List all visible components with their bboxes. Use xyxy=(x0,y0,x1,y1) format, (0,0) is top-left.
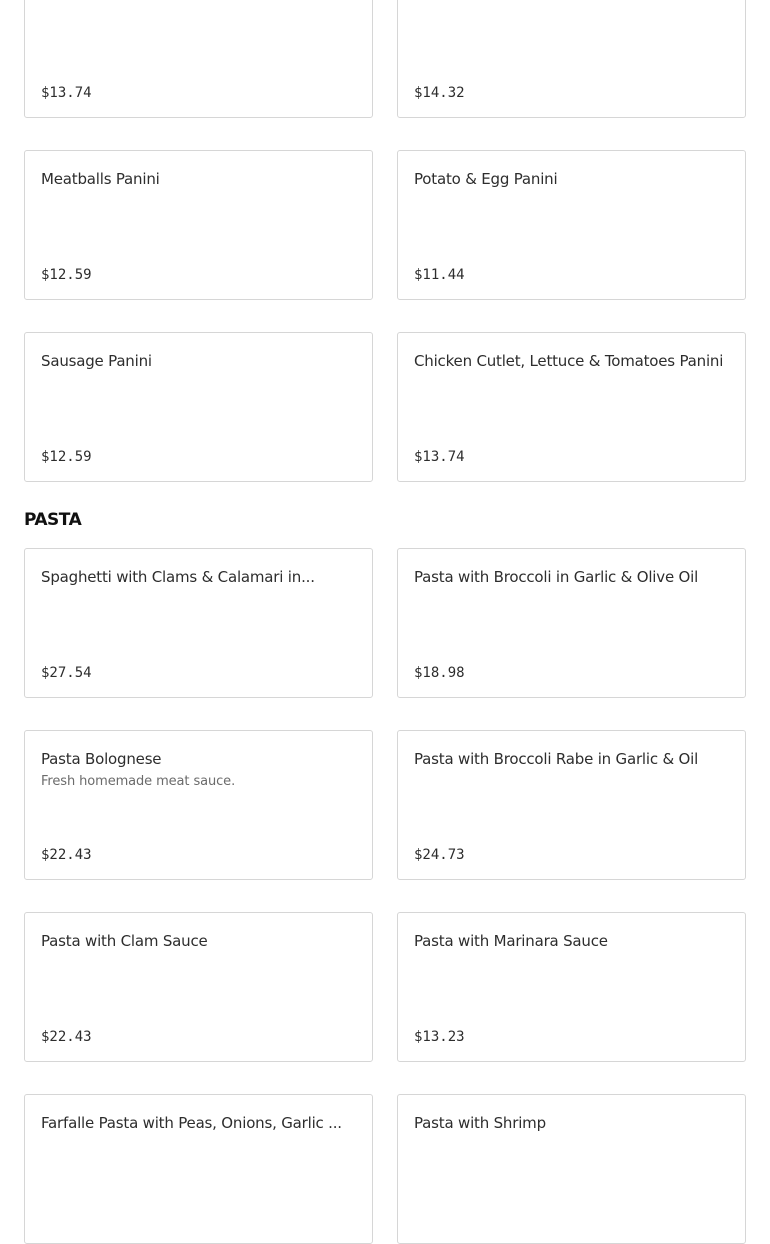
menu-item-name: Spaghetti with Clams & Calamari in... xyxy=(41,568,315,586)
menu-item-name: Pasta with Broccoli in Garlic & Olive Oil xyxy=(414,568,699,586)
menu-item-price: $24.73 xyxy=(414,847,465,863)
menu-item-card[interactable] xyxy=(24,332,373,482)
menu-item-card[interactable] xyxy=(24,0,373,118)
menu-item-name: Pasta Bolognese xyxy=(41,750,162,768)
menu-item-card[interactable] xyxy=(397,730,746,880)
menu-item-card[interactable] xyxy=(397,332,746,482)
menu-item-name: Farfalle Pasta with Peas, Onions, Garlic ... xyxy=(41,1114,342,1132)
menu-item-price: $18.98 xyxy=(414,665,465,681)
menu-item-card[interactable] xyxy=(24,1094,373,1244)
menu-item-name: Meatballs Panini xyxy=(41,170,160,188)
menu-item-price: $22.43 xyxy=(41,847,92,863)
menu-item-description: Fresh homemade meat sauce. xyxy=(41,774,236,789)
menu-item-price: $12.59 xyxy=(41,449,92,465)
menu-item-card[interactable] xyxy=(24,912,373,1062)
menu-item-card[interactable] xyxy=(397,0,746,118)
menu-item-name: Sausage Panini xyxy=(41,352,152,370)
menu-item-card[interactable] xyxy=(397,912,746,1062)
menu-item-name: Pasta with Broccoli Rabe in Garlic & Oil xyxy=(414,750,699,768)
menu-item-card[interactable] xyxy=(24,730,373,880)
menu-item-price: $13.74 xyxy=(414,449,465,465)
menu-item-price: $12.59 xyxy=(41,267,92,283)
menu-item-price: $22.43 xyxy=(41,1029,92,1045)
menu-item-name: Pasta with Marinara Sauce xyxy=(414,932,608,950)
pasta-items-grid xyxy=(0,548,770,1244)
menu-item-card[interactable] xyxy=(24,150,373,300)
menu-item-card[interactable] xyxy=(24,548,373,698)
menu-item-card[interactable] xyxy=(397,1094,746,1244)
menu-item-name: Potato & Egg Panini xyxy=(414,170,558,188)
menu-item-price: $11.44 xyxy=(414,267,465,283)
menu-item-name: Pasta with Clam Sauce xyxy=(41,932,208,950)
menu-item-price: $27.54 xyxy=(41,665,92,681)
section-title-pasta: PASTA xyxy=(24,510,82,530)
menu-item-name: Pasta with Shrimp xyxy=(414,1114,546,1132)
menu-item-price: $14.32 xyxy=(414,85,465,101)
menu-item-card[interactable] xyxy=(397,150,746,300)
menu-item-price: $13.74 xyxy=(41,85,92,101)
menu-item-price: $13.23 xyxy=(414,1029,465,1045)
menu-item-card[interactable] xyxy=(397,548,746,698)
menu-item-name: Chicken Cutlet, Lettuce & Tomatoes Panini xyxy=(414,352,724,370)
panini-items-grid xyxy=(0,0,770,482)
